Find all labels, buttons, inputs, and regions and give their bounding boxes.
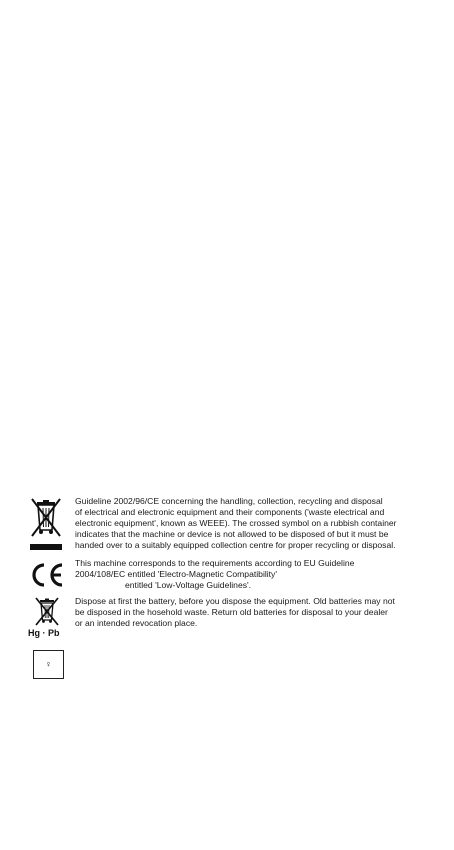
indoor-use-icon [33, 650, 64, 679]
battery-line-1: Dispose at first the battery, before you dispose the equipment. Old batteries may not [75, 596, 395, 606]
ce-line-1: This machine corresponds to the requirements according to EU Guideline [75, 558, 355, 568]
weee-text [75, 496, 435, 551]
crossed-out-wheelie-bin-icon [28, 496, 64, 552]
weee-line-5: handed over to a suitably equipped collection centre for proper recycling or disposal. [75, 540, 396, 550]
weee-line-1: Guideline 2002/96/CE concerning the handling, collection, recycling and disposal [75, 496, 383, 506]
battery-text [75, 596, 435, 629]
weee-section [0, 496, 454, 552]
ce-line-2 [75, 569, 435, 580]
hg-pb-label: Hg · Pb [28, 628, 60, 638]
ce-mark-icon [29, 562, 65, 588]
weee-line-2: of electrical and electronic equipment and their components ('waste electrical and [75, 507, 385, 517]
weee-line-3: electronic equipment', known as WEEE). The crossed symbol on a rubbish container [75, 518, 397, 528]
ce-emc-title: entitled 'Electro-Magnetic Compatibility' [125, 569, 277, 579]
ce-line-3: entitled 'Low-Voltage Guidelines'. [125, 580, 252, 590]
crossed-out-bin-battery-icon [34, 596, 60, 628]
battery-section [0, 596, 454, 642]
ce-text [75, 558, 435, 591]
battery-line-2: be disposed in the hosehold waste. Return old batteries for disposal to your dealer [75, 607, 388, 617]
battery-line-3: or an intended revocation place. [75, 618, 198, 628]
ce-guideline-number: 2004/108/EC [75, 569, 126, 579]
ce-section [0, 558, 454, 592]
weee-line-4: indicates that the machine or device is not allowed to be disposed of but it must be [75, 529, 389, 539]
indoor-use-symbol: ♀ [45, 659, 52, 669]
